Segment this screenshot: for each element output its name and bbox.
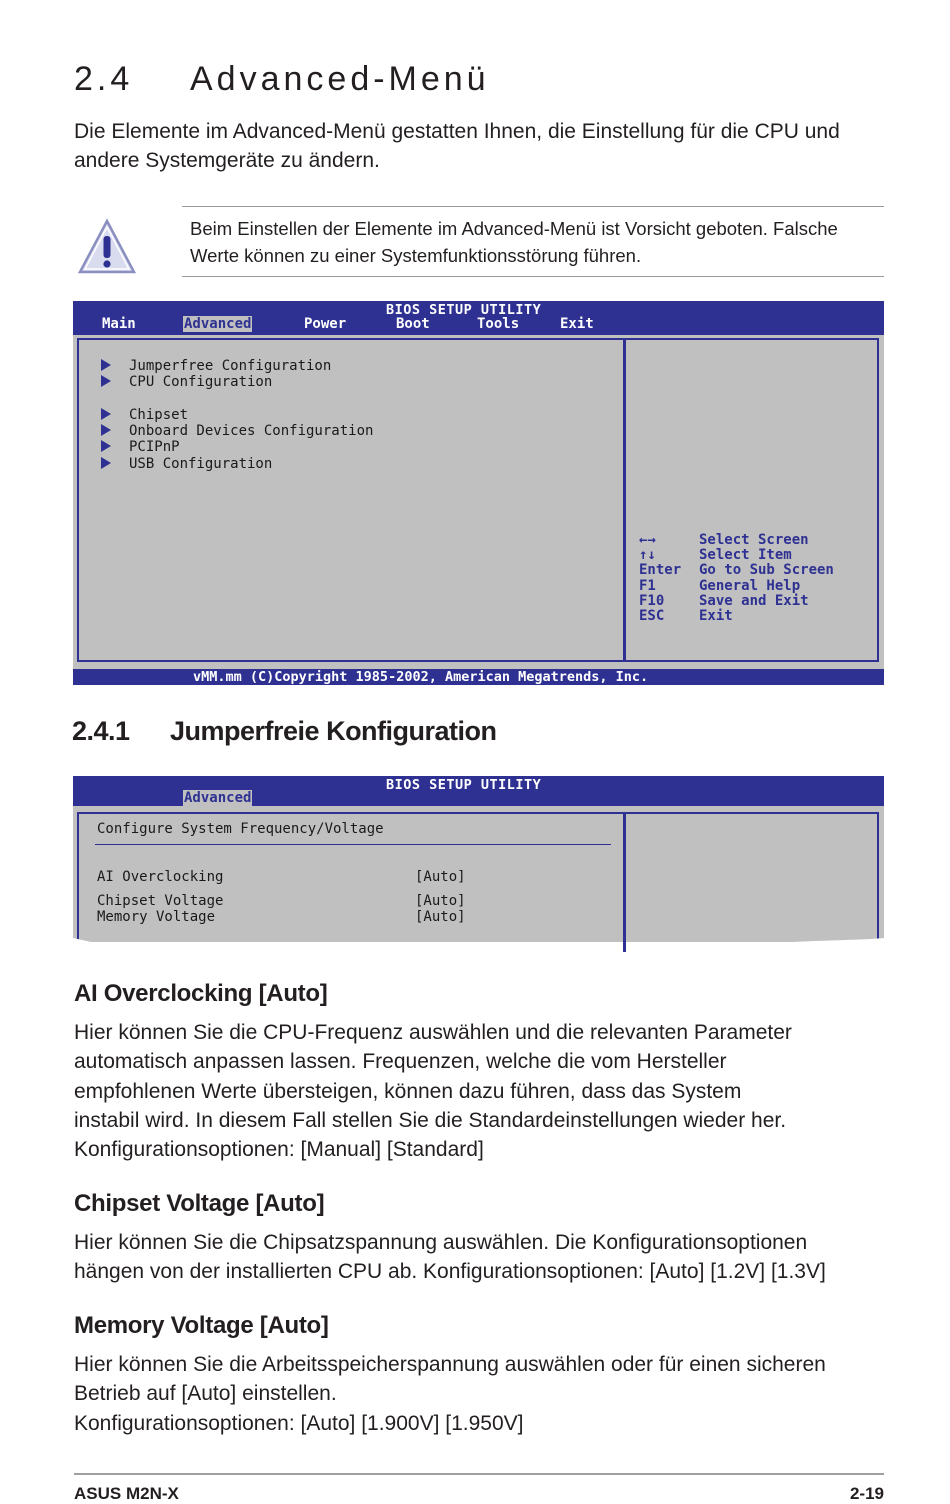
bios-item-chipset[interactable]: Chipset xyxy=(101,407,188,423)
note-divider-bottom xyxy=(182,276,884,277)
bios-tab-exit[interactable]: Exit xyxy=(560,316,594,332)
bios-item-usb[interactable]: USB Configuration xyxy=(101,456,272,472)
bios-heading-rule xyxy=(95,844,611,845)
bios-row-memory-voltage[interactable]: Memory Voltage xyxy=(97,909,216,925)
footer-product: ASUS M2N-X xyxy=(74,1484,179,1503)
submenu-arrow-icon xyxy=(101,457,111,469)
bios-tab-power[interactable]: Power xyxy=(304,316,347,332)
footer-page-number: 2-19 xyxy=(849,1484,884,1503)
subsection-title: Jumperfreie Konfiguration xyxy=(170,716,497,746)
submenu-arrow-icon xyxy=(101,375,111,387)
key-select-screen: ←→ Select Screen xyxy=(639,532,809,548)
option-title-memory-voltage: Memory Voltage [Auto] xyxy=(74,1312,329,1339)
bios-screen-advanced xyxy=(73,301,884,685)
key-esc: ESC Exit xyxy=(639,608,733,624)
bios-header xyxy=(73,776,884,806)
torn-edge xyxy=(73,926,884,972)
bios-screen-jumperfree xyxy=(73,776,884,972)
bios-tab-boot[interactable]: Boot xyxy=(396,316,430,332)
bios-help-panel xyxy=(624,338,879,662)
key-enter: Enter Go to Sub Screen xyxy=(639,562,834,578)
submenu-arrow-icon xyxy=(101,440,111,452)
submenu-arrow-icon xyxy=(101,424,111,436)
bios-tab-tools[interactable]: Tools xyxy=(477,316,520,332)
bios-item-jumperfree[interactable]: Jumperfree Configuration xyxy=(101,358,331,374)
note-divider-top xyxy=(182,206,884,207)
bios-tab-advanced[interactable]: Advanced xyxy=(184,316,252,332)
bios-title: BIOS SETUP UTILITY xyxy=(386,777,542,793)
submenu-arrow-icon xyxy=(101,408,111,420)
bios-row-ai-overclocking[interactable]: AI Overclocking xyxy=(97,869,224,885)
bios-panel-heading: Configure System Frequency/Voltage xyxy=(97,821,384,837)
bios-tab-advanced[interactable]: Advanced xyxy=(184,790,252,806)
bios-header xyxy=(73,301,884,335)
bios-item-onboard-devices[interactable]: Onboard Devices Configuration xyxy=(101,423,373,439)
subsection-number: 2.4.1 xyxy=(72,716,130,746)
option-desc-ai-overclocking: Hier können Sie die CPU-Frequenz auswählen und die relevanten Parameter automatisch anpassen lassen. Frequenzen, welche die vom Hersteller empfohlenen Werte übersteigen, können dazu führen, dass das System instabil wird. In diesem Fall stellen Sie die Standardeinstellungen wieder her. Konfigurationsoptionen: [Manual] [Standard] xyxy=(74,1021,792,1162)
footer-rule xyxy=(74,1473,884,1475)
bios-row-chipset-voltage[interactable]: Chipset Voltage xyxy=(97,893,224,909)
option-desc-chipset-voltage: Hier können Sie die Chipsatzspannung auswählen. Die Konfigurationsoptionen hängen von der installierten CPU ab. Konfigurationsoptionen: [Auto] [1.2V] [1.3V] xyxy=(74,1231,826,1284)
note-text: Beim Einstellen der Elemente im Advanced-Menü ist Vorsicht geboten. Falsche Werte können zu einer Systemfunktionsstörung führen. xyxy=(190,218,838,266)
option-title-ai-overclocking: AI Overclocking [Auto] xyxy=(74,980,328,1007)
bios-value-ai-overclocking[interactable]: [Auto] xyxy=(415,869,466,885)
key-f1: F1 General Help xyxy=(639,578,801,594)
key-select-item: ↑↓ Select Item xyxy=(639,547,792,563)
option-title-chipset-voltage: Chipset Voltage [Auto] xyxy=(74,1190,325,1217)
warning-triangle-icon xyxy=(76,218,138,276)
section-intro: Die Elemente im Advanced-Menü gestatten Ihnen, die Einstellung für die CPU und andere Systemgeräte zu ändern. xyxy=(74,120,840,172)
bios-copyright: vMM.mm (C)Copyright 1985-2002, American Megatrends, Inc. xyxy=(193,669,649,685)
section-number: 2.4 xyxy=(74,60,134,98)
bios-title: BIOS SETUP UTILITY xyxy=(386,302,542,318)
bios-tab-main[interactable]: Main xyxy=(102,316,136,332)
bios-item-pcipnp[interactable]: PCIPnP xyxy=(101,439,180,455)
bios-menu-panel xyxy=(77,338,625,662)
subsection-heading xyxy=(72,716,497,747)
section-title: Advanced-Menü xyxy=(190,60,490,98)
submenu-arrow-icon xyxy=(101,359,111,371)
bios-value-chipset-voltage[interactable]: [Auto] xyxy=(415,893,466,909)
key-f10: F10 Save and Exit xyxy=(639,593,809,609)
bios-footer xyxy=(73,669,884,685)
section-heading xyxy=(74,60,490,99)
bios-value-memory-voltage[interactable]: [Auto] xyxy=(415,909,466,925)
option-desc-memory-voltage: Hier können Sie die Arbeitsspeicherspannung auswählen oder für einen sicheren Betrieb auf [Auto] einstellen. Konfigurationsoptionen: [Auto] [1.900V] [1.950V] xyxy=(74,1353,826,1435)
bios-item-cpu[interactable]: CPU Configuration xyxy=(101,374,272,390)
